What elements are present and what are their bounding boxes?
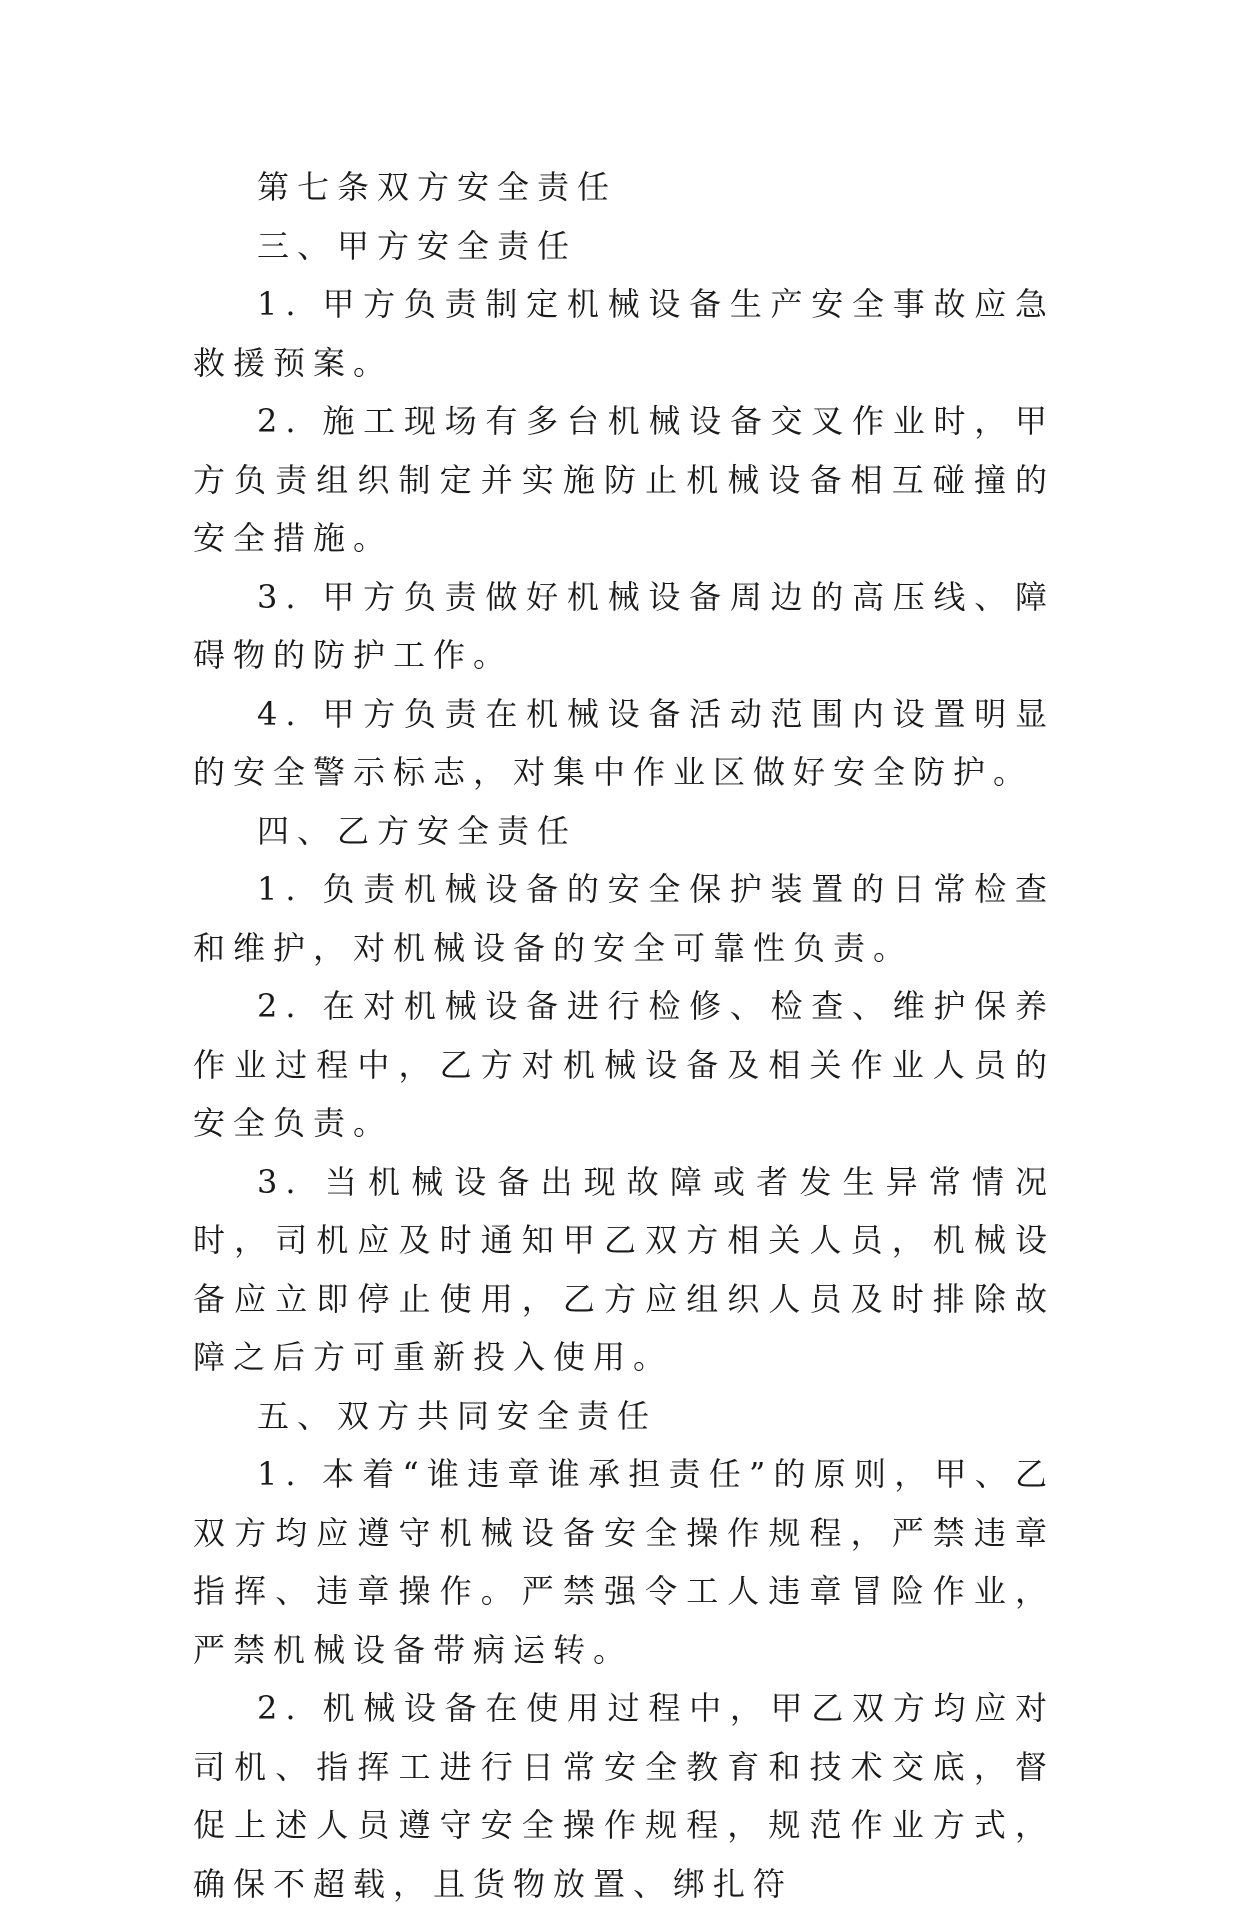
- document-body: [193, 158, 1055, 1913]
- clause-paragraph: 2. 在对机械设备进行检修、检查、维护保养作业过程中，乙方对机械设备及相关作业人员的安全负责。: [193, 987, 1055, 1142]
- clause-paragraph: 3. 甲方负责做好机械设备周边的高压线、障碍物的防护工作。: [193, 577, 1055, 674]
- clause-paragraph: 1. 甲方负责制定机械设备生产安全事故应急救援预案。: [193, 285, 1055, 382]
- clause-paragraph: 4. 甲方负责在机械设备活动范围内设置明显的安全警示标志，对集中作业区做好安全防护。: [193, 694, 1055, 791]
- section-heading-party-b: 四、乙方安全责任: [257, 811, 578, 850]
- clause-paragraph: 1. 负责机械设备的安全保护装置的日常检查和维护，对机械设备的安全可靠性负责。: [193, 870, 1055, 967]
- clause-paragraph: 1. 本着“谁违章谁承担责任”的原则，甲、乙双方均应遵守机械设备安全操作规程，严禁违章指挥、违章操作。严禁强令工人违章冒险作业，严禁机械设备带病运转。: [193, 1455, 1055, 1669]
- clause-paragraph: 3. 当机械设备出现故障或者发生异常情况时，司机应及时通知甲乙双方相关人员，机械设备应立即停止使用，乙方应组织人员及时排除故障之后方可重新投入使用。: [193, 1162, 1055, 1376]
- section-heading-party-a: 三、甲方安全责任: [257, 226, 578, 265]
- clause-paragraph: 2. 机械设备在使用过程中，甲乙双方均应对司机、指挥工进行日常安全教育和技术交底，督促上述人员遵守安全操作规程，规范作业方式，确保不超载，且货物放置、绑扎符: [193, 1689, 1055, 1903]
- section-heading-joint: 五、双方共同安全责任: [257, 1396, 658, 1435]
- article-heading: 第七条双方安全责任: [257, 168, 618, 206]
- clause-paragraph: 2. 施工现场有多台机械设备交叉作业时，甲方负责组织制定并实施防止机械设备相互碰撞的安全措施。: [193, 402, 1055, 557]
